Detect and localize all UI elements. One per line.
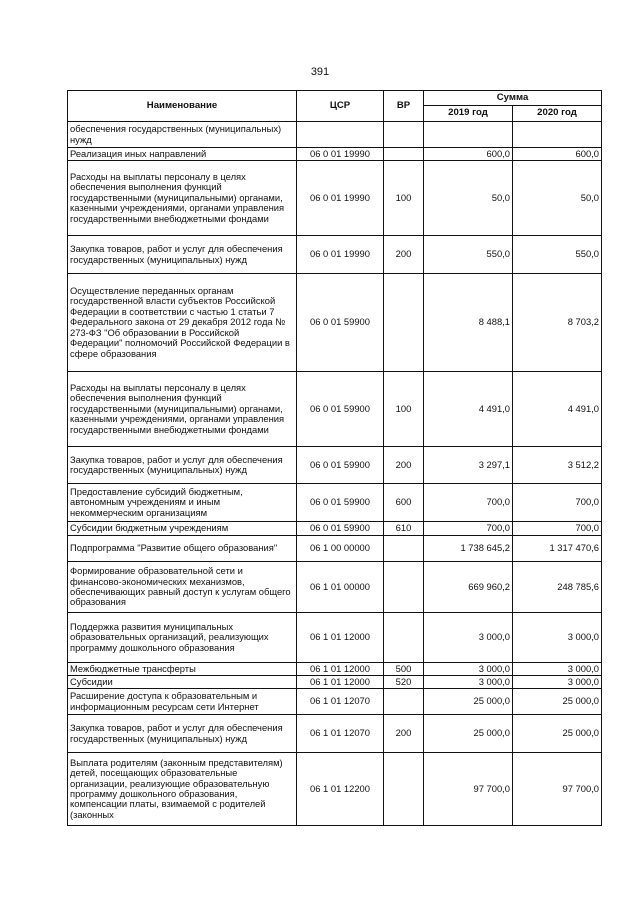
row-name: Субсидии бюджетным учреждениям <box>68 522 297 536</box>
row-vr: 520 <box>384 676 424 689</box>
table-row <box>68 676 602 689</box>
row-csr: 06 1 00 00000 <box>297 536 384 562</box>
row-name: Расходы на выплаты персоналу в целях обеспечения выполнения функций государственными (муниципальными) органами, казенными учреждениями, органами управления государственными внебюджетными фондами <box>68 161 297 236</box>
row-vr: 200 <box>384 236 424 274</box>
row-sum-2019: 3 000,0 <box>424 613 513 663</box>
row-csr: 06 0 01 19990 <box>297 161 384 236</box>
row-sum-2020: 25 000,0 <box>513 689 602 715</box>
row-csr: 06 1 01 00000 <box>297 562 384 613</box>
row-sum-2020: 4 491,0 <box>513 372 602 447</box>
page-number: 391 <box>310 66 330 78</box>
row-name: Осуществление переданных органам государственной власти субъектов Российской Федерации в соответствии с частью 1 статьи 7 Федерального закона от 29 декабря 2012 года № 273-ФЗ "Об образовании в Российской Федерации" полномочий Российской Федерации в сфере образования <box>68 274 297 372</box>
row-sum-2020: 50,0 <box>513 161 602 236</box>
row-csr: 06 0 01 19990 <box>297 236 384 274</box>
row-vr <box>384 753 424 826</box>
row-sum-2019: 550,0 <box>424 236 513 274</box>
row-sum-2019: 700,0 <box>424 484 513 522</box>
row-sum-2019: 3 000,0 <box>424 663 513 676</box>
row-csr: 06 1 01 12070 <box>297 689 384 715</box>
budget-table <box>67 90 602 826</box>
row-csr: 06 0 01 59900 <box>297 372 384 447</box>
row-sum-2019: 3 000,0 <box>424 676 513 689</box>
row-csr: 06 0 01 59900 <box>297 274 384 372</box>
row-sum-2019: 1 738 645,2 <box>424 536 513 562</box>
table-header <box>68 91 602 122</box>
row-vr: 100 <box>384 161 424 236</box>
row-csr <box>297 122 384 148</box>
table-row <box>68 148 602 161</box>
row-sum-2019: 700,0 <box>424 522 513 536</box>
row-csr: 06 1 01 12000 <box>297 613 384 663</box>
row-sum-2019: 97 700,0 <box>424 753 513 826</box>
header-name: Наименование <box>68 91 297 122</box>
row-name: Расходы на выплаты персоналу в целях обеспечения выполнения функций государственными (муниципальными) органами, казенными учреждениями, органами управления государственными внебюджетными фондами <box>68 372 297 447</box>
table-row <box>68 663 602 676</box>
row-sum-2019: 25 000,0 <box>424 715 513 753</box>
row-sum-2020: 3 000,0 <box>513 663 602 676</box>
header-sum: Сумма <box>424 91 602 106</box>
row-name: Реализация иных направлений <box>68 148 297 161</box>
row-name: Закупка товаров, работ и услуг для обеспечения государственных (муниципальных) нужд <box>68 447 297 484</box>
row-sum-2019: 3 297,1 <box>424 447 513 484</box>
header-year-2019: 2019 год <box>424 106 513 122</box>
table-row <box>68 562 602 613</box>
row-csr: 06 1 01 12070 <box>297 715 384 753</box>
row-csr: 06 0 01 59900 <box>297 522 384 536</box>
header-year-2020: 2020 год <box>513 106 602 122</box>
row-csr: 06 0 01 19990 <box>297 148 384 161</box>
table-row <box>68 715 602 753</box>
row-sum-2020: 248 785,6 <box>513 562 602 613</box>
row-sum-2020: 3 512,2 <box>513 447 602 484</box>
row-vr: 610 <box>384 522 424 536</box>
row-sum-2019: 600,0 <box>424 148 513 161</box>
row-name: обеспечения государственных (муниципальных) нужд <box>68 122 297 148</box>
row-name: Выплата родителям (законным представителям) детей, посещающих образовательные организации, реализующие образовательную программу дошкольного образования, компенсации платы, взимаемой с родителей (законных <box>68 753 297 826</box>
row-csr: 06 1 01 12200 <box>297 753 384 826</box>
table-row <box>68 161 602 236</box>
row-sum-2020: 1 317 470,6 <box>513 536 602 562</box>
row-vr <box>384 274 424 372</box>
row-name: Поддержка развития муниципальных образовательных организаций, реализующих программу дошкольного образования <box>68 613 297 663</box>
table-row <box>68 484 602 522</box>
row-name: Подпрограмма "Развитие общего образования" <box>68 536 297 562</box>
row-vr: 200 <box>384 715 424 753</box>
row-vr <box>384 613 424 663</box>
header-csr: ЦСР <box>297 91 384 122</box>
row-sum-2019: 669 960,2 <box>424 562 513 613</box>
row-name: Предоставление субсидий бюджетным, автономным учреждениям и иным некоммерческим организациям <box>68 484 297 522</box>
row-csr: 06 0 01 59900 <box>297 484 384 522</box>
row-sum-2019: 50,0 <box>424 161 513 236</box>
row-vr: 600 <box>384 484 424 522</box>
row-vr: 500 <box>384 663 424 676</box>
table-row <box>68 274 602 372</box>
row-name: Межбюджетные трансферты <box>68 663 297 676</box>
row-csr: 06 0 01 59900 <box>297 447 384 484</box>
table-row <box>68 447 602 484</box>
row-sum-2020 <box>513 122 602 148</box>
row-sum-2020: 700,0 <box>513 522 602 536</box>
table-body <box>68 122 602 826</box>
table-row <box>68 522 602 536</box>
table-row <box>68 753 602 826</box>
row-sum-2019 <box>424 122 513 148</box>
table-row <box>68 122 602 148</box>
row-sum-2020: 97 700,0 <box>513 753 602 826</box>
row-vr <box>384 536 424 562</box>
row-sum-2020: 3 000,0 <box>513 613 602 663</box>
row-csr: 06 1 01 12000 <box>297 676 384 689</box>
table-row <box>68 689 602 715</box>
table-row <box>68 236 602 274</box>
row-sum-2019: 4 491,0 <box>424 372 513 447</box>
row-csr: 06 1 01 12000 <box>297 663 384 676</box>
row-name: Субсидии <box>68 676 297 689</box>
row-sum-2020: 3 000,0 <box>513 676 602 689</box>
header-vr: ВР <box>384 91 424 122</box>
row-name: Формирование образовательной сети и финансово-экономических механизмов, обеспечивающих равный доступ к услугам общего образования <box>68 562 297 613</box>
row-sum-2020: 25 000,0 <box>513 715 602 753</box>
row-vr <box>384 148 424 161</box>
row-vr <box>384 122 424 148</box>
row-name: Закупка товаров, работ и услуг для обеспечения государственных (муниципальных) нужд <box>68 236 297 274</box>
table-row <box>68 536 602 562</box>
row-vr <box>384 562 424 613</box>
row-sum-2019: 25 000,0 <box>424 689 513 715</box>
row-sum-2020: 550,0 <box>513 236 602 274</box>
row-name: Закупка товаров, работ и услуг для обеспечения государственных (муниципальных) нужд <box>68 715 297 753</box>
table-row <box>68 613 602 663</box>
row-sum-2020: 8 703,2 <box>513 274 602 372</box>
row-sum-2020: 600,0 <box>513 148 602 161</box>
row-vr: 100 <box>384 372 424 447</box>
row-vr: 200 <box>384 447 424 484</box>
row-name: Расширение доступа к образовательным и информационным ресурсам сети Интернет <box>68 689 297 715</box>
row-vr <box>384 689 424 715</box>
row-sum-2020: 700,0 <box>513 484 602 522</box>
table-row <box>68 372 602 447</box>
row-sum-2019: 8 488,1 <box>424 274 513 372</box>
